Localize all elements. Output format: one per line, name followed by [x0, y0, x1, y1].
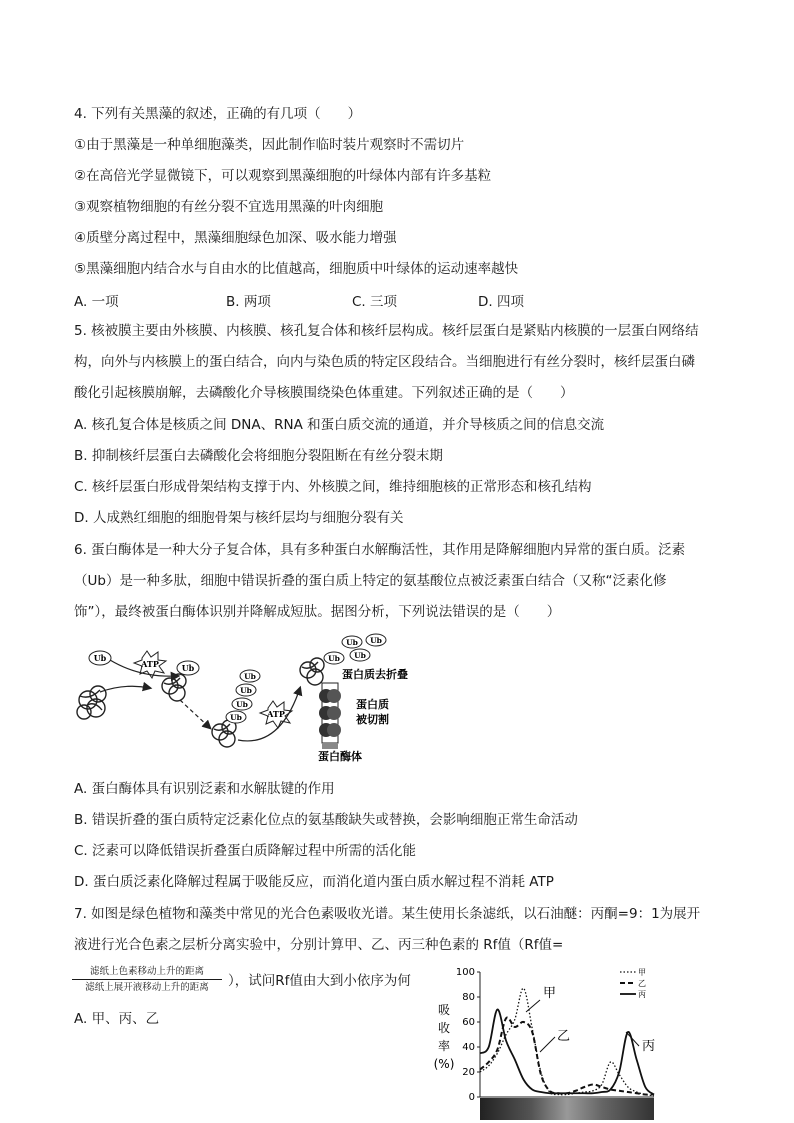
ub-label: Ub [328, 654, 340, 663]
y-tick-label: 40 [462, 1042, 475, 1053]
proteasome [319, 683, 341, 749]
legend-label: 丙 [638, 990, 646, 999]
q4-item: ②在高倍光学显微镜下，可以观察到黑藻细胞的叶绿体内部有许多基粒 [74, 168, 492, 184]
q7-stem-line: 7. 如图是绿色植物和藻类中常见的光合色素吸收光谱。某生使用长条滤纸，以石油醚：丙酮=9：1为展开 [74, 906, 701, 922]
svg-text:率: 率 [437, 1039, 451, 1053]
spectrum-band [480, 1098, 654, 1120]
ub-label: Ub [181, 663, 195, 673]
ub-label: Ub [244, 672, 256, 681]
ub-label: Ub [346, 638, 358, 647]
y-tick-label: 100 [455, 967, 475, 978]
rf-numerator: 滤纸上色素移动上升的距离 [72, 965, 222, 980]
q4-item: ③观察植物细胞的有丝分裂不宜选用黑藻的叶肉细胞 [74, 199, 384, 215]
ubiquitin-proteasome-figure [70, 628, 450, 768]
series-line-丙 [480, 1009, 654, 1094]
y-tick-label: 0 [468, 1092, 475, 1103]
atp-label: ATP [267, 709, 285, 719]
q5-option-b: B. 抑制核纤层蛋白去磷酸化会将细胞分裂阻断在有丝分裂末期 [74, 448, 443, 464]
q4-item: ④质壁分离过程中，黑藻细胞绿色加深、吸水能力增强 [74, 230, 397, 246]
q5-stem-line: 构，向外与内核膜上的蛋白结合，向内与染色质的特定区段结合。当细胞进行有丝分裂时，核纤层蛋白磷 [74, 354, 695, 370]
q4-option-c: C. 三项 [352, 294, 398, 310]
y-tick-label: 60 [462, 1017, 475, 1028]
cut-label: 蛋白质 [356, 698, 389, 711]
y-axis-label [434, 1003, 455, 1071]
q4-options [74, 290, 634, 308]
ub-label: Ub [236, 700, 248, 709]
rf-fraction [72, 965, 222, 994]
q7-option-a: A. 甲、丙、乙 [74, 1011, 160, 1027]
ub-label: Ub [240, 686, 252, 695]
ub-label: Ub [370, 636, 382, 645]
curve-annotation: 丙 [642, 1039, 656, 1054]
absorption-spectrum-chart [430, 962, 660, 1122]
q7-stem-tail: ），试问Rf值由大到小依序为何 [228, 973, 411, 989]
q5-option-d: D. 人成熟红细胞的细胞骨架与核纤层均与细胞分裂有关 [74, 510, 404, 526]
q4-item: ⑤黑藻细胞内结合水与自由水的比值越高，细胞质中叶绿体的运动速率越快 [74, 261, 519, 277]
q4-stem: 4. 下列有关黑藻的叙述，正确的有几项（ ） [74, 106, 362, 122]
q5-option-c: C. 核纤层蛋白形成骨架结构支撑于内、外核膜之间，维持细胞核的正常形态和核孔结构 [74, 479, 592, 495]
ub-label: Ub [354, 651, 366, 660]
svg-text:(%): (%) [433, 1057, 455, 1071]
curve-annotation: 甲 [543, 986, 557, 1001]
q4-item: ①由于黑藻是一种单细胞藻类，因此制作临时装片观察时不需切片 [74, 137, 465, 153]
proteasome-label: 蛋白酶体 [318, 750, 362, 763]
y-tick-label: 80 [462, 992, 475, 1003]
q5-option-a: A. 核孔复合体是核质之间 DNA、RNA 和蛋白质交流的通道，并介导核质之间的信息交流 [74, 417, 605, 433]
svg-text:收: 收 [437, 1021, 451, 1035]
q4-option-b: B. 两项 [226, 294, 271, 310]
unfold-label: 蛋白质去折叠 [342, 668, 408, 681]
ub-label: Ub [93, 653, 107, 663]
annotation-arrow [540, 1037, 555, 1052]
q6-option-b: B. 错误折叠的蛋白质特定泛素化位点的氨基酸缺失或替换，会影响细胞正常生命活动 [74, 812, 578, 828]
legend-label: 甲 [638, 968, 646, 977]
q5-stem-line: 酸化引起核膜崩解，去磷酸化介导核膜围绕染色体重建。下列叙述正确的是（ ） [74, 385, 574, 401]
annotation-arrow [526, 1000, 540, 1012]
atp-label: ATP [141, 659, 159, 669]
cut-label: 被切割 [356, 713, 389, 726]
q4-option-d: D. 四项 [478, 294, 524, 310]
q6-option-a: A. 蛋白酶体具有识别泛素和水解肽键的作用 [74, 781, 335, 797]
q6-option-c: C. 泛素可以降低错误折叠蛋白质降解过程中所需的活化能 [74, 843, 417, 859]
q6-stem-line: 饰”），最终被蛋白酶体识别并降解成短肽。据图分析，下列说法错误的是（ ） [74, 604, 561, 620]
ub-label: Ub [230, 713, 242, 722]
q7-stem-line: 液进行光合色素之层析分离实验中，分别计算甲、乙、丙三种色素的 Rf值（Rf值= [74, 937, 564, 953]
q6-option-d: D. 蛋白质泛素化降解过程属于吸能反应，而消化道内蛋白质水解过程不消耗 ATP [74, 874, 554, 890]
y-tick-label: 20 [462, 1067, 475, 1078]
q6-stem-line: （Ub）是一种多肽，细胞中错误折叠的蛋白质上特定的氨基酸位点被泛素蛋白结合（又称“泛素化修 [74, 573, 667, 589]
q6-stem-line: 6. 蛋白酶体是一种大分子复合体，具有多种蛋白水解酶活性，其作用是降解细胞内异常的蛋白质。泛素 [74, 542, 686, 558]
curve-annotation: 乙 [557, 1029, 571, 1044]
svg-text:吸: 吸 [437, 1003, 451, 1017]
q5-stem-line: 5. 核被膜主要由外核膜、内核膜、核孔复合体和核纤层构成。核纤层蛋白是紧贴内核膜的一层蛋白网络结 [74, 323, 699, 339]
legend-label: 乙 [638, 979, 646, 988]
q4-option-a: A. 一项 [74, 294, 119, 310]
rf-denominator: 滤纸上展开液移动上升的距离 [85, 982, 209, 993]
